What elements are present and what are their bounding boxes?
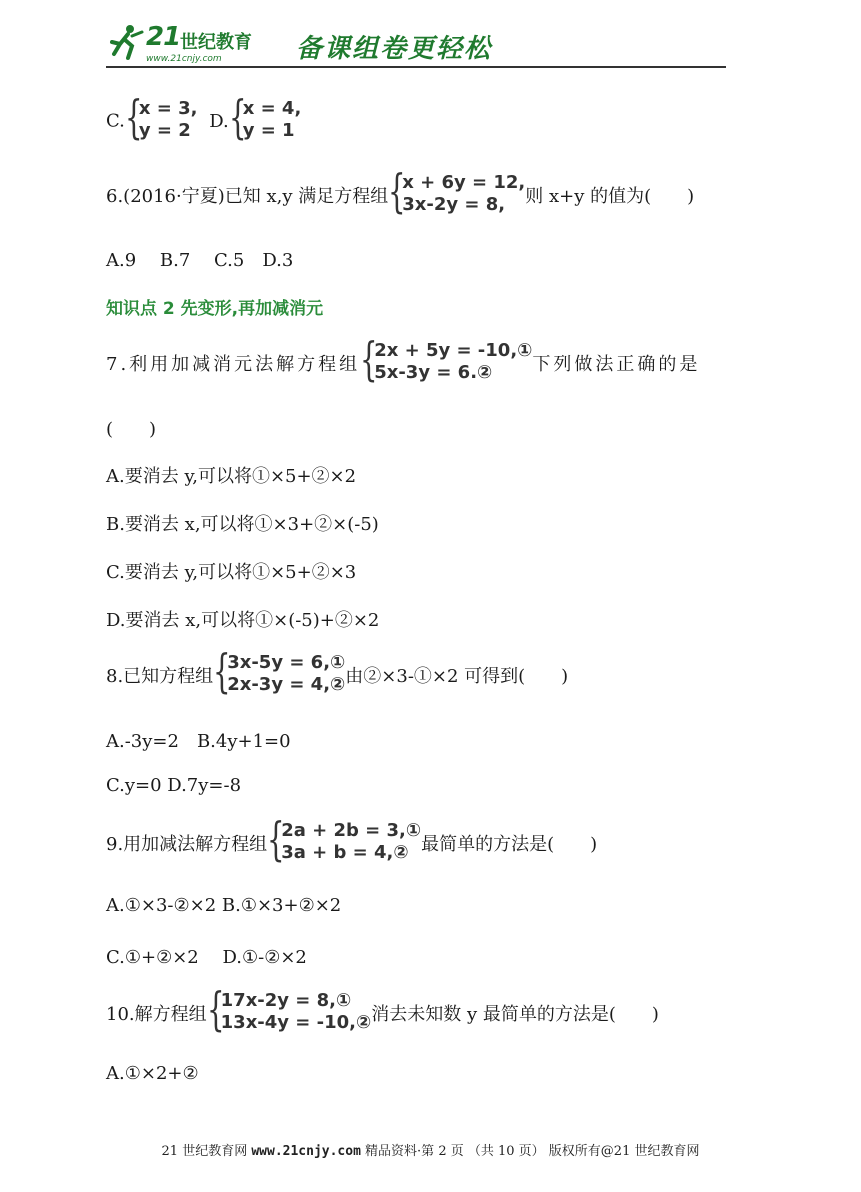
question-8-suffix: 由②×3-①×2 可得到( ) (345, 666, 569, 687)
question-7-prefix: 7.利用加减消元法解方程组 (106, 354, 361, 375)
equation: 2a + 2b = 3,① (281, 820, 422, 841)
question-9-suffix: 最简单的方法是( ) (421, 834, 598, 855)
question-8-prefix: 8.已知方程组 (106, 666, 214, 687)
equation: 3x-2y = 8, (402, 194, 506, 215)
header-slogan: 备课组卷更轻松 (296, 34, 493, 64)
question-8-options-cd: C.y=0 D.7y=-8 (106, 775, 242, 796)
question-6 (106, 164, 695, 218)
question-8-system: { 3x-5y = 6,① 2x-3y = 4,② (213, 644, 346, 698)
equation: 3x-5y = 6,① (227, 652, 346, 673)
question-6-options: A.9 B.7 C.5 D.3 (106, 250, 294, 271)
knowledge-point-heading: 知识点 2 先变形,再加减消元 (106, 299, 324, 319)
question-6-suffix: 则 x+y 的值为( ) (525, 186, 695, 207)
question-7-option-c: C.要消去 y,可以将①×5+②×3 (106, 562, 357, 583)
equation: 2x-3y = 4,② (227, 674, 346, 695)
question-10-prefix: 10.解方程组 (106, 1004, 207, 1025)
question-10-system: { 17x-2y = 8,① 13x-4y = -10,② (206, 982, 372, 1036)
option-c-system: { x = 3, y = 2 (124, 90, 198, 144)
page-header (106, 18, 726, 70)
question-9 (106, 812, 598, 866)
question-6-prefix: 6.(2016·宁夏)已知 x,y 满足方程组 (106, 186, 389, 207)
question-7-option-b: B.要消去 x,可以将①×3+②×(-5) (106, 514, 379, 535)
question-10-suffix: 消去未知数 y 最简单的方法是( ) (371, 1004, 659, 1025)
equation: x = 3, (138, 98, 198, 119)
equation: 13x-4y = -10,② (220, 1012, 372, 1033)
question-7-option-a: A.要消去 y,可以将①×5+②×2 (106, 466, 357, 487)
logo-number: 21 (146, 22, 181, 52)
equation: 5x-3y = 6.② (374, 362, 493, 383)
question-9-system: { 2a + 2b = 3,① 3a + b = 4,② (267, 812, 422, 866)
question-7-system: { 2x + 5y = -10,① 5x-3y = 6.② (360, 332, 533, 386)
q5-options-cd (106, 90, 302, 144)
equation: 3a + b = 4,② (281, 842, 409, 863)
question-7-option-d: D.要消去 x,可以将①×(-5)+②×2 (106, 610, 380, 631)
question-7 (106, 332, 701, 386)
question-8 (106, 644, 569, 698)
equation: x + 6y = 12, (402, 172, 526, 193)
question-8-options-ab: A.-3y=2 B.4y+1=0 (106, 731, 291, 752)
question-9-options-ab: A.①×3-②×2 B.①×3+②×2 (106, 895, 342, 916)
footer-right: 精品资料·第 2 页 （共 10 页） 版权所有@21 世纪教育网 (360, 1144, 700, 1159)
option-d-system: { x = 4, y = 1 (228, 90, 302, 144)
question-10-option-a: A.①×2+② (106, 1063, 199, 1084)
logo-text: 世纪教育 (180, 32, 252, 53)
question-9-prefix: 9.用加减法解方程组 (106, 834, 268, 855)
question-10 (106, 982, 659, 1036)
question-7-paren: ( ) (106, 419, 157, 440)
question-6-system: { x + 6y = 12, 3x-2y = 8, (388, 164, 526, 218)
equation: 17x-2y = 8,① (220, 990, 352, 1011)
option-d-label: D. (209, 110, 229, 132)
page-footer (0, 1140, 861, 1159)
equation: x = 4, (242, 98, 302, 119)
question-7-suffix: 下列做法正确的是 (532, 354, 701, 375)
runner-icon (106, 22, 146, 62)
option-c-label: C. (106, 110, 125, 132)
header-divider (106, 66, 726, 68)
question-9-options-cd: C.①+②×2 D.①-②×2 (106, 947, 307, 968)
logo-url: www.21cnjy.com (146, 54, 222, 64)
site-logo (106, 22, 276, 66)
equation: y = 2 (138, 120, 191, 141)
equation: y = 1 (242, 120, 295, 141)
footer-url[interactable]: www.21cnjy.com (251, 1144, 361, 1159)
footer-left: 21 世纪教育网 (161, 1144, 252, 1159)
equation: 2x + 5y = -10,① (374, 340, 533, 361)
